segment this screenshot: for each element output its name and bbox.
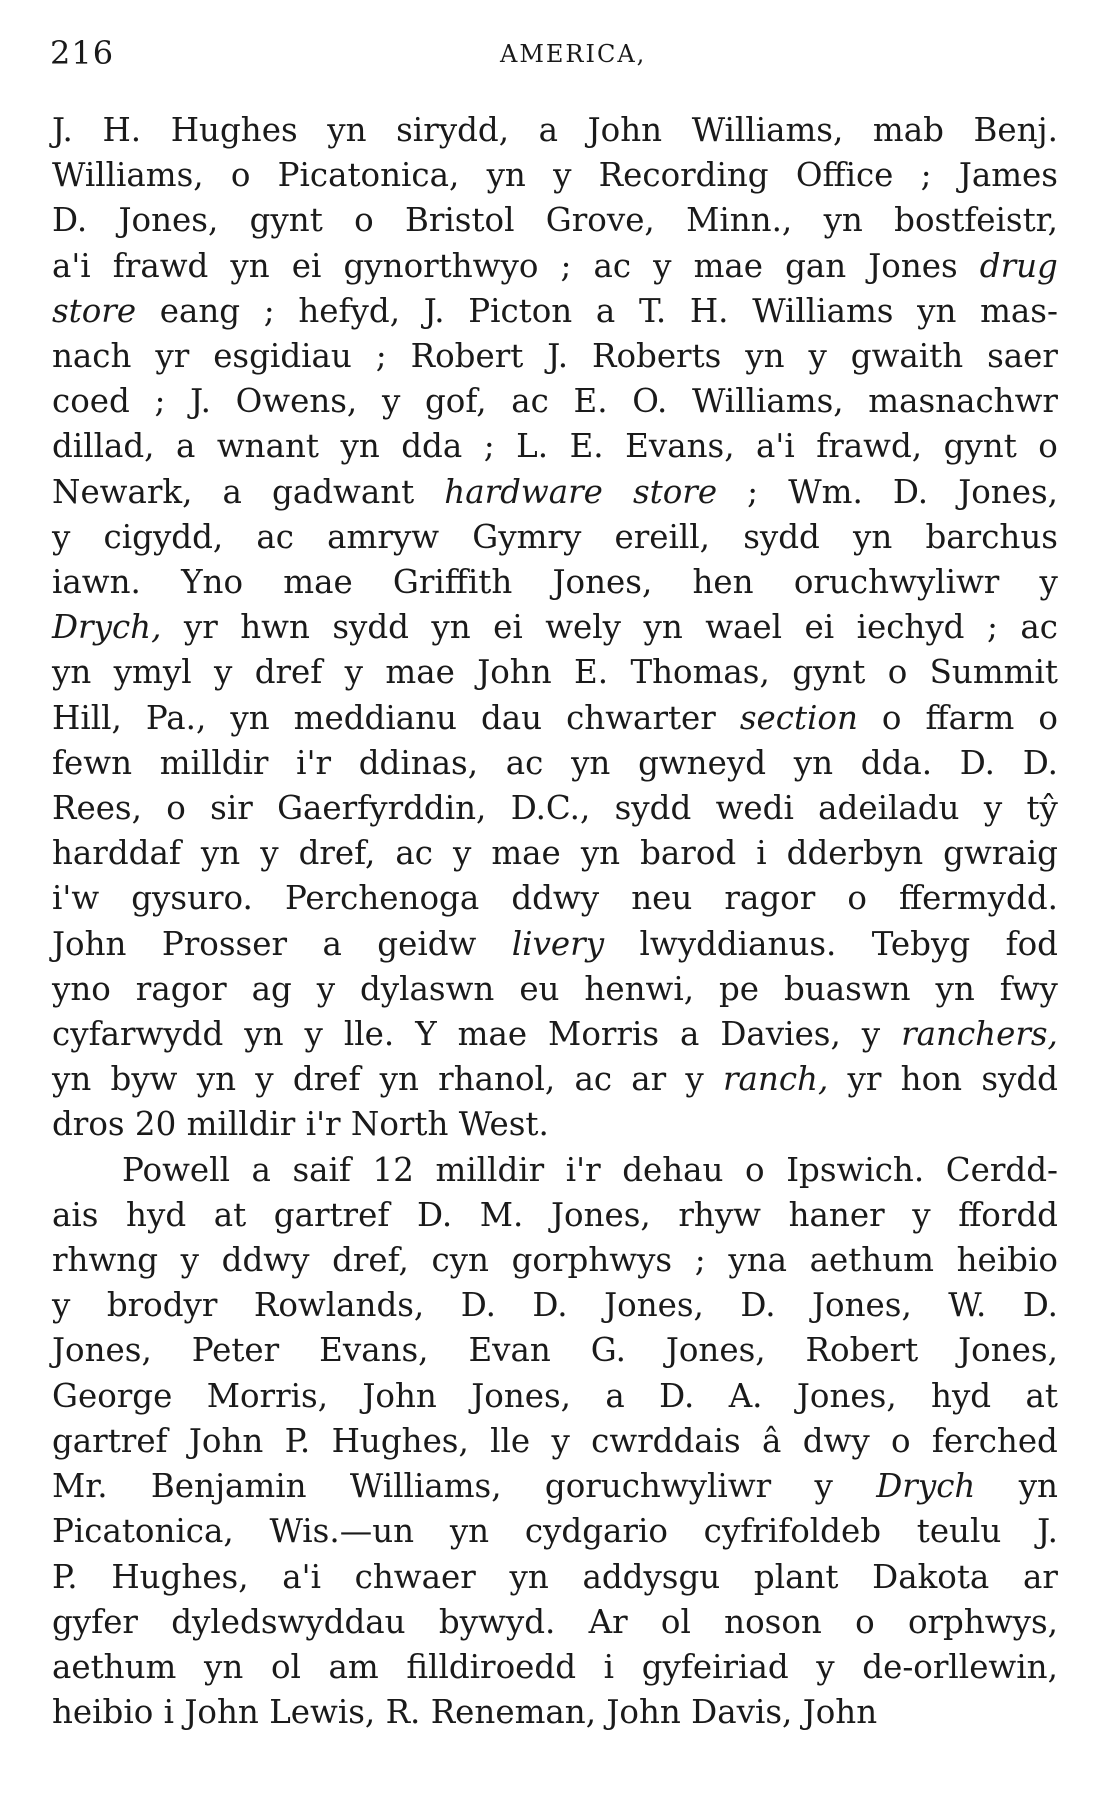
text-line: Mr. Benjamin Williams, goruchwyliwr y Drych yn <box>52 1467 1058 1506</box>
text-line: yn byw yn y dref yn rhanol, ac ar y ranch, yr hon sydd <box>52 1060 1058 1099</box>
text-line: J. H. Hughes yn sirydd, a John Williams, mab Benj. <box>52 111 1058 149</box>
text-line: store eang ; hefyd, J. Picton a T. H. Williams yn mas- <box>52 291 1058 330</box>
page-number: 216 <box>50 34 115 72</box>
text-line: D. Jones, gynt o Bristol Grove, Minn., yn bostfeistr, <box>52 201 1058 240</box>
text-line: yn ymyl y dref y mae John E. Thomas, gynt o Summit <box>52 653 1058 692</box>
text-line: Picatonica, Wis.—un yn cydgario cyfrifoldeb teulu J. <box>52 1512 1058 1551</box>
text-line: dros 20 milldir i'r North West. <box>52 1105 549 1144</box>
text-line: Newark, a gadwant hardware store ; Wm. D. Jones, <box>52 472 1058 511</box>
text-line: Hill, Pa., yn meddianu dau chwarter section o ffarm o <box>52 698 1058 737</box>
text-line: cyfarwydd yn y lle. Y mae Morris a Davies, y ranchers, <box>52 1015 1058 1054</box>
text-line: Rees, o sir Gaerfyrddin, D.C., sydd wedi adeiladu y tŷ <box>52 789 1058 828</box>
text-line: iawn. Yno mae Griffith Jones, hen oruchwyliwr y <box>52 563 1058 602</box>
text-line: y brodyr Rowlands, D. D. Jones, D. Jones, W. D. <box>52 1286 1058 1325</box>
text-line: Jones, Peter Evans, Evan G. Jones, Robert Jones, <box>52 1331 1058 1370</box>
text-line: coed ; J. Owens, y gof, ac E. O. Williams, masnachwr <box>52 382 1058 421</box>
text-line: George Morris, John Jones, a D. A. Jones, hyd at <box>52 1376 1058 1415</box>
text-line: gartref John P. Hughes, lle y cwrddais â dwy o ferched <box>52 1421 1058 1460</box>
text-line: P. Hughes, a'i chwaer yn addysgu plant Dakota ar <box>52 1557 1058 1596</box>
text-line: yno ragor ag y dylaswn eu henwi, pe buaswn yn fwy <box>52 969 1058 1008</box>
text-line: Williams, o Picatonica, yn y Recording Office ; James <box>52 156 1058 195</box>
text-line: aethum yn ol am filldiroedd i gyfeiriad y de-orllewin, <box>52 1647 1058 1686</box>
text-line: Drych, yr hwn sydd yn ei wely yn wael ei iechyd ; ac <box>52 608 1058 647</box>
text-line: i'w gysuro. Perchenoga ddwy neu ragor o ffermydd. <box>52 879 1058 918</box>
text-line: harddaf yn y dref, ac y mae yn barod i dderbyn gwraig <box>52 834 1058 873</box>
text-line: a'i frawd yn ei gynorthwyo ; ac y mae gan Jones drug <box>52 246 1058 285</box>
text-line: ais hyd at gartref D. M. Jones, rhyw haner y ffordd <box>52 1195 1058 1234</box>
text-line: dillad, a wnant yn dda ; L. E. Evans, a'i frawd, gynt o <box>52 427 1058 466</box>
text-line: Powell a saif 12 milldir i'r dehau o Ipswich. Cerdd- <box>122 1150 1058 1189</box>
body-text <box>52 108 1058 1735</box>
text-line: John Prosser a geidw livery lwyddianus. Tebyg fod <box>52 924 1058 963</box>
text-line: gyfer dyledswyddau bywyd. Ar ol noson o orphwys, <box>52 1602 1058 1641</box>
running-title: AMERICA, <box>500 40 647 68</box>
text-line: nach yr esgidiau ; Robert J. Roberts yn y gwaith saer <box>52 337 1058 376</box>
text-line: y cigydd, ac amryw Gymry ereill, sydd yn barchus <box>52 517 1058 556</box>
page-header <box>50 34 1060 84</box>
text-line: heibio i John Lewis, R. Reneman, John Davis, John <box>52 1693 878 1732</box>
text-line: fewn milldir i'r ddinas, ac yn gwneyd yn dda. D. D. <box>52 743 1058 782</box>
text-line: rhwng y ddwy dref, cyn gorphwys ; yna aethum heibio <box>52 1241 1058 1280</box>
